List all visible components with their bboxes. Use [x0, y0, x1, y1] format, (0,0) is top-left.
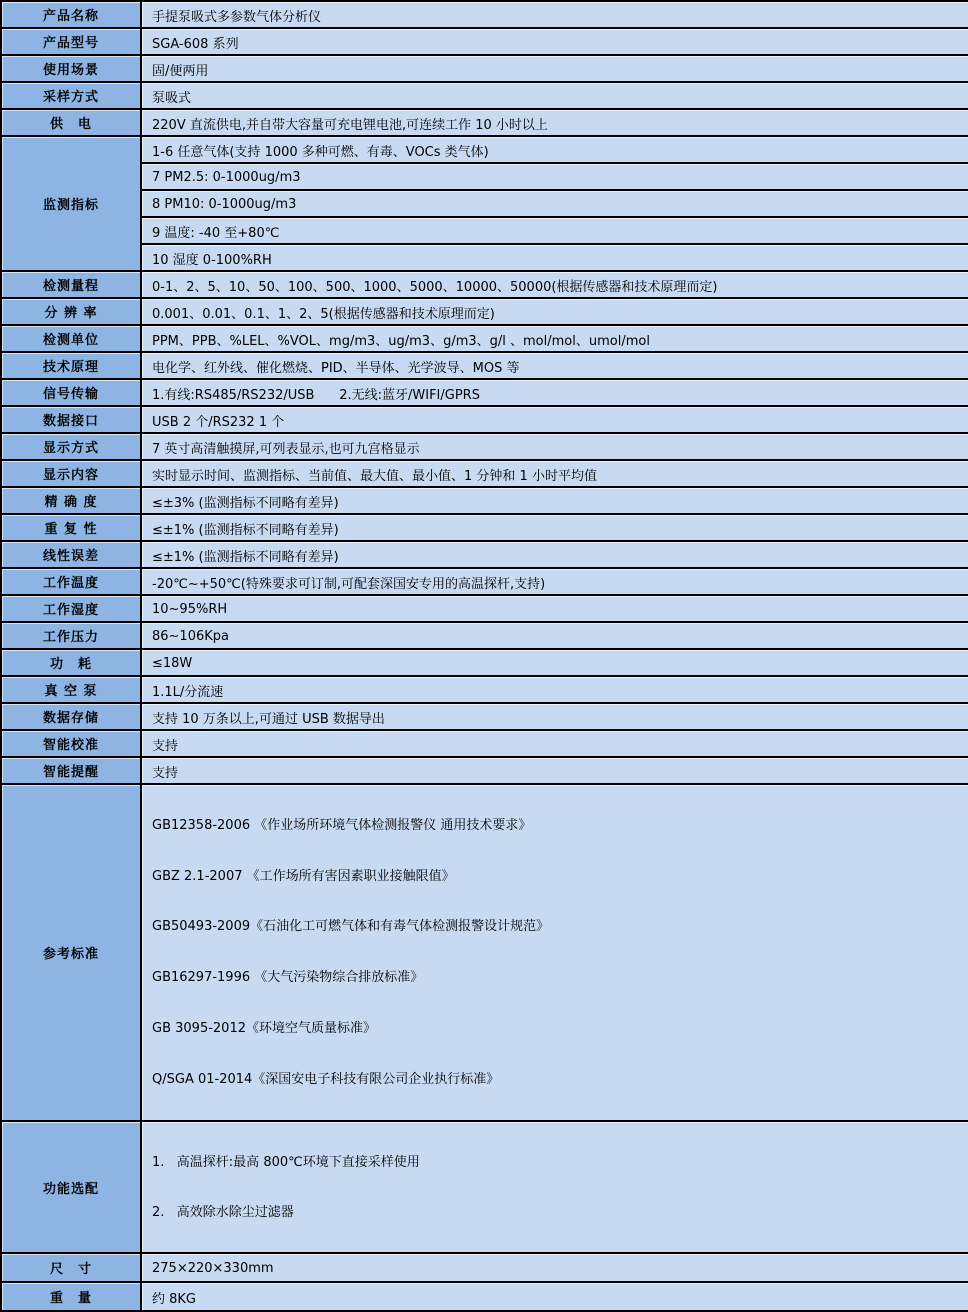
reference-standard-item: GBZ 2.1-2007 《工作场所有害因素职业接触限值》: [152, 868, 455, 884]
value-usage-scenario: 固/便两用: [142, 56, 968, 83]
label-display-mode: 显示方式: [2, 434, 142, 461]
value-linearity-error: ≤±1% (监测指标不同略有差异): [142, 542, 968, 569]
value-working-temperature: -20℃~+50℃(特殊要求可订制,可配套深国安专用的高温探杆,支持): [142, 569, 968, 596]
reference-standard-item: GB12358-2006 《作业场所环境气体检测报警仪 通用技术要求》: [152, 818, 532, 833]
label-weight: 重 量: [2, 1283, 142, 1312]
row-technical-principle: [2, 353, 968, 380]
row-data-interface: [2, 407, 968, 434]
row-reference-standards: [2, 785, 968, 1122]
label-power-supply: 供 电: [2, 110, 142, 137]
value-reference-standards: [142, 785, 968, 1122]
label-power-consumption: 功 耗: [2, 650, 142, 677]
row-display-mode: [2, 434, 968, 461]
label-resolution: 分 辨 率: [2, 299, 142, 326]
row-accuracy: [2, 488, 968, 515]
value-technical-principle: 电化学、红外线、催化燃烧、PID、半导体、光学波导、MOS 等: [142, 353, 968, 380]
row-monitoring-temperature: [2, 218, 968, 245]
label-accuracy: 精 确 度: [2, 488, 142, 515]
label-data-interface: 数据接口: [2, 407, 142, 434]
label-working-temperature: 工作温度: [2, 569, 142, 596]
value-detection-range: 0-1、2、5、10、50、100、500、1000、5000、10000、50000(根据传感器和技术原理而定): [142, 272, 968, 299]
row-smart-calibration: [2, 731, 968, 758]
row-monitoring-pm10: [2, 191, 968, 218]
label-dimensions: 尺 寸: [2, 1254, 142, 1283]
row-product-model: [2, 29, 968, 56]
row-detection-range: [2, 272, 968, 299]
reference-standard-item: Q/SGA 01-2014《深国安电子科技有限公司企业执行标准》: [152, 1071, 500, 1087]
row-sampling-method: [2, 83, 968, 110]
row-power-consumption: [2, 650, 968, 677]
row-dimensions: [2, 1254, 968, 1283]
row-display-content: [2, 461, 968, 488]
label-vacuum-pump: 真 空 泵: [2, 677, 142, 704]
value-display-content: 实时显示时间、监测指标、当前值、最大值、最小值、1 分钟和 1 小时平均值: [142, 461, 968, 488]
row-power-supply: [2, 110, 968, 137]
row-working-temperature: [2, 569, 968, 596]
value-signal-transmission: 1.有线:RS485/RS232/USB 2.无线:蓝牙/WIFI/GPRS: [142, 380, 968, 407]
row-usage-scenario: [2, 56, 968, 83]
label-technical-principle: 技术原理: [2, 353, 142, 380]
optional-function-item: 2. 高效除水除尘过滤器: [152, 1204, 294, 1220]
value-working-humidity: 10~95%RH: [142, 596, 968, 623]
row-smart-reminder: [2, 758, 968, 785]
label-working-humidity: 工作湿度: [2, 596, 142, 623]
row-linearity-error: [2, 542, 968, 569]
reference-standard-item: GB50493-2009《石油化工可燃气体和有毒气体检测报警设计规范》: [152, 919, 550, 935]
row-product-name: [2, 2, 968, 29]
label-working-pressure: 工作压力: [2, 623, 142, 650]
row-data-storage: [2, 704, 968, 731]
row-resolution: [2, 299, 968, 326]
label-repeatability: 重 复 性: [2, 515, 142, 542]
value-monitoring-temperature: 9 温度: -40 至+80℃: [142, 218, 968, 245]
row-signal-transmission: [2, 380, 968, 407]
value-resolution: 0.001、0.01、0.1、1、2、5(根据传感器和技术原理而定): [142, 299, 968, 326]
value-power-supply: 220V 直流供电,并自带大容量可充电锂电池,可连续工作 10 小时以上: [142, 110, 968, 137]
label-usage-scenario: 使用场景: [2, 56, 142, 83]
value-data-storage: 支持 10 万条以上,可通过 USB 数据导出: [142, 704, 968, 731]
label-smart-reminder: 智能提醒: [2, 758, 142, 785]
row-vacuum-pump: [2, 677, 968, 704]
label-sampling-method: 采样方式: [2, 83, 142, 110]
value-smart-reminder: 支持: [142, 758, 968, 785]
value-smart-calibration: 支持: [142, 731, 968, 758]
value-repeatability: ≤±1% (监测指标不同略有差异): [142, 515, 968, 542]
row-working-pressure: [2, 623, 968, 650]
row-monitoring-pm25: [2, 164, 968, 191]
value-monitoring-humidity: 10 湿度 0-100%RH: [142, 245, 968, 272]
value-detection-unit: PPM、PPB、%LEL、%VOL、mg/m3、ug/m3、g/m3、g/l 、mol/mol、umol/mol: [142, 326, 968, 353]
value-working-pressure: 86~106Kpa: [142, 623, 968, 650]
value-monitoring-pm10: 8 PM10: 0-1000ug/m3: [142, 191, 968, 218]
label-optional-functions: 功能选配: [2, 1122, 142, 1254]
label-detection-range: 检测量程: [2, 272, 142, 299]
label-linearity-error: 线性误差: [2, 542, 142, 569]
value-weight: 约 8KG: [142, 1283, 968, 1312]
value-data-interface: USB 2 个/RS232 1 个: [142, 407, 968, 434]
value-power-consumption: ≤18W: [142, 650, 968, 677]
reference-standard-item: GB16297-1996 《大气污染物综合排放标准》: [152, 970, 424, 986]
label-display-content: 显示内容: [2, 461, 142, 488]
row-optional-functions: [2, 1122, 968, 1254]
value-sampling-method: 泵吸式: [142, 83, 968, 110]
value-display-mode: 7 英寸高清触摸屏,可列表显示,也可九宫格显示: [142, 434, 968, 461]
label-reference-standards: 参考标准: [2, 785, 142, 1122]
row-monitoring-humidity: [2, 245, 968, 272]
row-repeatability: [2, 515, 968, 542]
value-dimensions: 275×220×330mm: [142, 1254, 968, 1283]
row-detection-unit: [2, 326, 968, 353]
row-weight: [2, 1283, 968, 1312]
optional-function-item: 1. 高温探杆:最高 800℃环境下直接采样使用: [152, 1155, 420, 1171]
label-monitoring-indicators: 监测指标: [2, 137, 142, 272]
value-accuracy: ≤±3% (监测指标不同略有差异): [142, 488, 968, 515]
reference-standard-item: GB 3095-2012《环境空气质量标准》: [152, 1020, 376, 1036]
label-detection-unit: 检测单位: [2, 326, 142, 353]
row-monitoring-indicators: [2, 137, 968, 164]
label-product-model: 产品型号: [2, 29, 142, 56]
label-data-storage: 数据存储: [2, 704, 142, 731]
value-product-model: SGA-608 系列: [142, 29, 968, 56]
value-vacuum-pump: 1.1L/分流速: [142, 677, 968, 704]
value-optional-functions: [142, 1122, 968, 1254]
label-smart-calibration: 智能校准: [2, 731, 142, 758]
label-product-name: 产品名称: [2, 2, 142, 29]
value-monitoring-pm25: 7 PM2.5: 0-1000ug/m3: [142, 164, 968, 191]
label-signal-transmission: 信号传输: [2, 380, 142, 407]
row-working-humidity: [2, 596, 968, 623]
value-product-name: 手提泵吸式多参数气体分析仪: [142, 2, 968, 29]
value-monitoring-gas-types: 1-6 任意气体(支持 1000 多种可燃、有毒、VOCs 类气体): [142, 137, 968, 164]
